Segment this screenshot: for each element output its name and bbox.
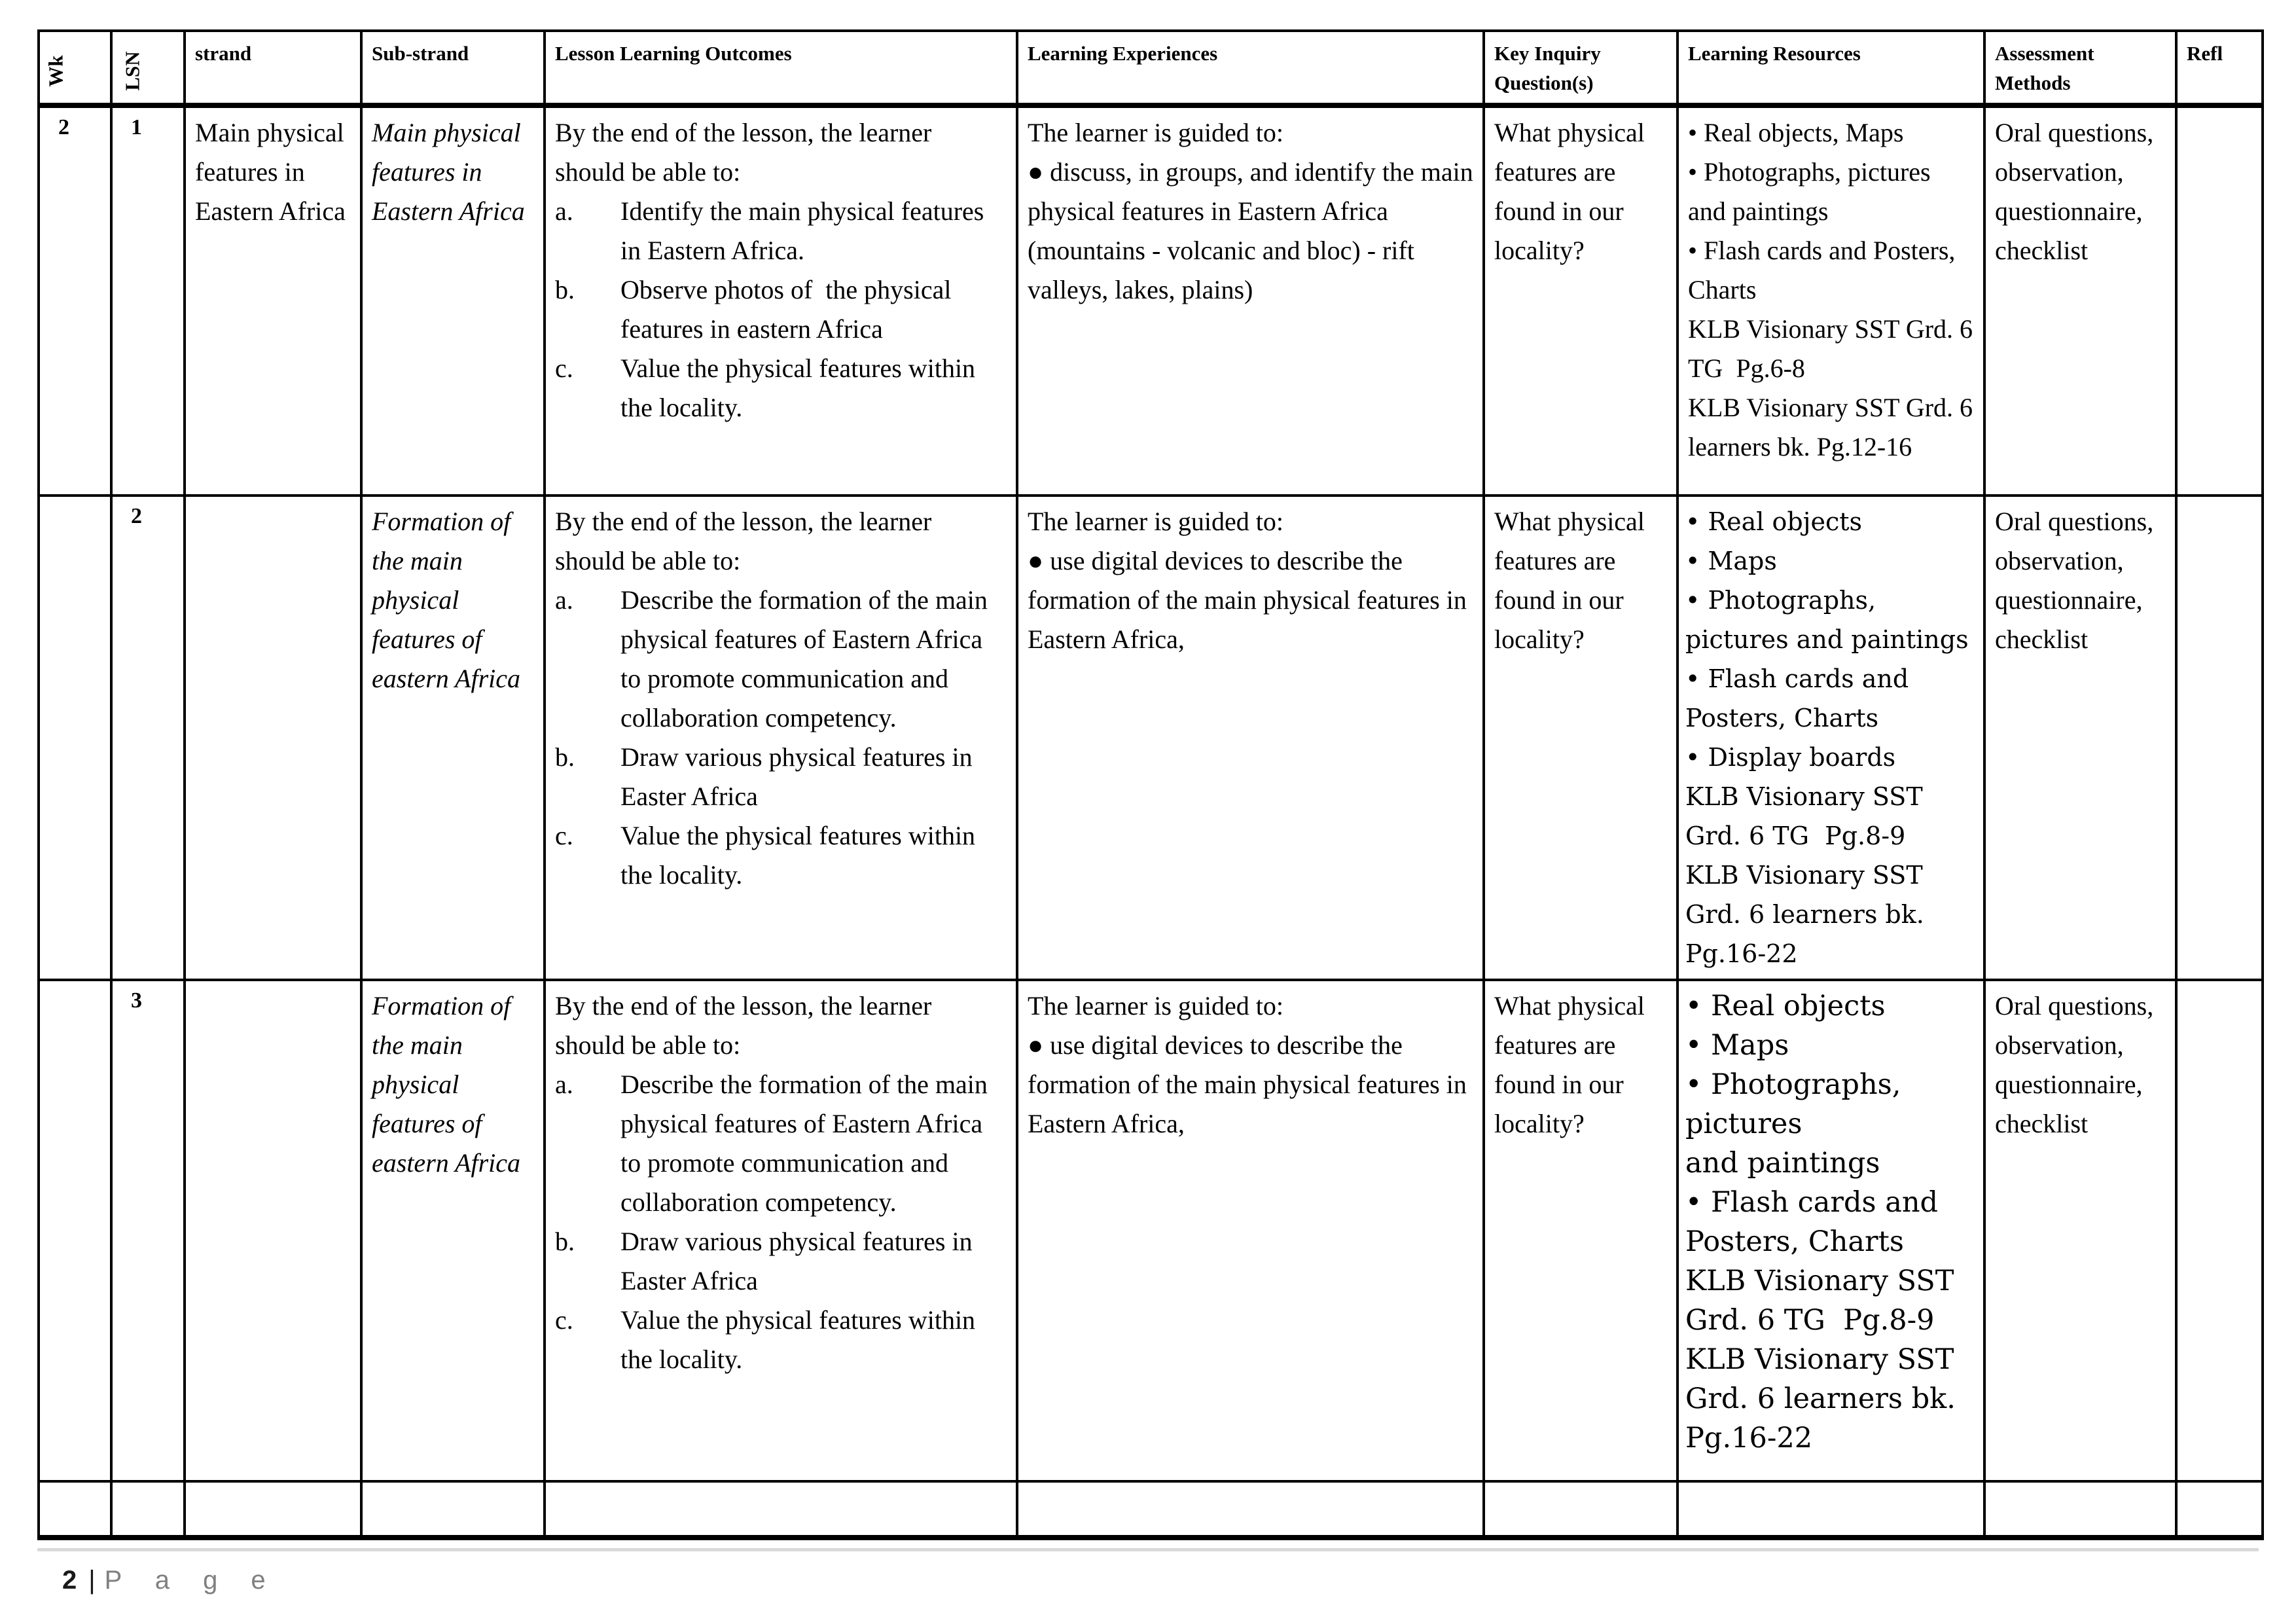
table-row-lesson-3 — [39, 980, 2263, 1481]
cell-empty — [1677, 1481, 1984, 1538]
outcome-text: Draw various physical features in Easter Africa — [620, 1227, 979, 1295]
cell-experiences — [1017, 496, 1484, 980]
page-number: 2 — [62, 1566, 77, 1595]
outcome-item — [555, 349, 1007, 427]
resource-line: • Flash cards and Posters, Charts — [1685, 664, 1917, 732]
cell-refl — [2176, 105, 2263, 496]
header-wk — [39, 31, 111, 105]
outcome-marker: b. — [555, 1227, 575, 1256]
outcome-marker: b. — [555, 742, 575, 772]
experiences-intro: The learner is guided to: — [1028, 507, 1283, 536]
outcome-marker: a. — [555, 1070, 573, 1099]
cell-outcomes — [545, 980, 1017, 1481]
cell-sub-strand — [361, 980, 545, 1481]
cell-empty — [1017, 1481, 1484, 1538]
outcome-item — [555, 1301, 1007, 1379]
cell-empty — [361, 1481, 545, 1538]
outcome-text: Describe the formation of the main physical features of Eastern Africa to promote communication and collaboration competency. — [620, 1070, 994, 1217]
cell-empty — [1484, 1481, 1677, 1538]
resource-line: • Photographs, pictures — [1685, 1068, 1910, 1140]
cell-resources — [1677, 496, 1984, 980]
lesson-number: 3 — [131, 988, 142, 1013]
outcome-marker: c. — [555, 821, 573, 850]
resource-line: • Maps — [1685, 547, 1777, 575]
outcome-text: Observe photos of the physical features in eastern Africa — [620, 275, 958, 344]
footer-page-label: P a g e — [104, 1566, 279, 1595]
resource-line: • Flash cards and Posters, Charts — [1688, 236, 1962, 304]
resource-line: KLB Visionary SST Grd. 6 TG Pg.6-8 — [1688, 314, 1979, 383]
outcomes-intro: By the end of the lesson, the learner should be able to: — [555, 507, 932, 575]
header-experiences: Learning Experiences — [1017, 31, 1484, 105]
outcome-text: Value the physical features within the locality. — [620, 353, 982, 422]
resource-line: • Maps — [1685, 1029, 1789, 1062]
outcome-marker: c. — [555, 1305, 573, 1335]
outcome-text: Identify the main physical features in Eastern Africa. — [620, 196, 991, 265]
cell-empty — [1984, 1481, 2176, 1538]
outcome-text: Describe the formation of the main physical features of Eastern Africa to promote communication and collaboration competency. — [620, 585, 994, 732]
cell-experiences — [1017, 980, 1484, 1481]
experiences-bullet: ● discuss, in groups, and identify the main physical features in Eastern Africa (mountains - volcanic and bloc) - rift valleys, lakes, plains) — [1028, 157, 1473, 304]
header-strand: strand — [185, 31, 361, 105]
key-inquiry-text: What physical features are found in our locality? — [1494, 118, 1645, 265]
resource-line: • Real objects — [1685, 507, 1863, 536]
header-lsn-label: LSN — [120, 50, 144, 91]
experiences-intro: The learner is guided to: — [1028, 991, 1283, 1020]
header-assessment: Assessment Methods — [1984, 31, 2176, 105]
assessment-text: Oral questions, observation, questionnaire, checklist — [1995, 991, 2154, 1138]
key-inquiry-text: What physical features are found in our locality? — [1494, 991, 1645, 1138]
cell-strand — [185, 105, 361, 496]
cell-lsn — [111, 105, 185, 496]
resource-line: KLB Visionary SST Grd. 6 learners bk. Pg.12-16 — [1688, 393, 1980, 461]
assessment-text: Oral questions, observation, questionnaire, checklist — [1995, 118, 2154, 265]
cell-assessment — [1984, 980, 2176, 1481]
footer-separator: | — [88, 1566, 96, 1595]
scheme-of-work-table — [37, 29, 2264, 1540]
header-row — [39, 31, 2263, 105]
lesson-number: 2 — [131, 504, 142, 528]
outcome-item — [555, 192, 1007, 270]
outcome-text: Value the physical features within the locality. — [620, 1305, 982, 1374]
footer-divider — [37, 1548, 2259, 1551]
outcomes-intro: By the end of the lesson, the learner should be able to: — [555, 991, 932, 1060]
cell-key-inquiry — [1484, 496, 1677, 980]
week-number: 2 — [58, 115, 69, 139]
outcome-marker: a. — [555, 585, 573, 615]
cell-strand — [185, 496, 361, 980]
outcome-marker: b. — [555, 275, 575, 304]
cell-strand — [185, 980, 361, 1481]
key-inquiry-text: What physical features are found in our locality? — [1494, 507, 1645, 654]
page-footer — [62, 1566, 279, 1595]
sub-strand-text: Formation of the main physical features of eastern Africa — [372, 507, 521, 693]
outcome-item — [555, 816, 1007, 895]
cell-resources — [1677, 980, 1984, 1481]
resource-line: • Photographs, pictures and paintings — [1685, 586, 1969, 654]
resource-line: • Display boards — [1685, 743, 1896, 772]
sub-strand-text: Main physical features in Eastern Africa — [372, 118, 525, 226]
outcome-item — [555, 581, 1007, 738]
outcome-marker: c. — [555, 353, 573, 383]
resource-line: and paintings — [1685, 1147, 1880, 1180]
header-outcomes: Lesson Learning Outcomes — [545, 31, 1017, 105]
assessment-text: Oral questions, observation, questionnaire, checklist — [1995, 507, 2154, 654]
header-resources: Learning Resources — [1677, 31, 1984, 105]
header-refl: Refl — [2176, 31, 2263, 105]
cell-assessment — [1984, 105, 2176, 496]
cell-key-inquiry — [1484, 105, 1677, 496]
header-lsn — [111, 31, 185, 105]
resource-line: • Real objects — [1685, 990, 1886, 1022]
outcome-marker: a. — [555, 196, 573, 226]
cell-empty — [2176, 1481, 2263, 1538]
outcome-text: Value the physical features within the locality. — [620, 821, 982, 890]
cell-resources — [1677, 105, 1984, 496]
cell-refl — [2176, 496, 2263, 980]
cell-wk — [39, 496, 111, 980]
resource-line: • Photographs, pictures and paintings — [1688, 157, 1937, 226]
table-row-lesson-1 — [39, 105, 2263, 496]
resource-line: • Flash cards and Posters, Charts — [1685, 1186, 1947, 1258]
resource-line: KLB Visionary SST Grd. 6 TG Pg.8-9 — [1685, 782, 1931, 850]
outcome-item — [555, 1065, 1007, 1222]
strand-text: Main physical features in Eastern Africa — [195, 118, 346, 226]
table-row-empty — [39, 1481, 2263, 1538]
header-key-inquiry: Key Inquiry Question(s) — [1484, 31, 1677, 105]
cell-experiences — [1017, 105, 1484, 496]
header-wk-label: Wk — [44, 54, 67, 87]
cell-sub-strand — [361, 496, 545, 980]
cell-wk — [39, 105, 111, 496]
cell-assessment — [1984, 496, 2176, 980]
cell-key-inquiry — [1484, 980, 1677, 1481]
resource-line: KLB Visionary SST Grd. 6 learners bk. Pg.16-22 — [1685, 1343, 1965, 1454]
experiences-bullet: ● use digital devices to describe the formation of the main physical features in Eastern Africa, — [1028, 1030, 1467, 1138]
cell-outcomes — [545, 496, 1017, 980]
cell-refl — [2176, 980, 2263, 1481]
table-row-lesson-2 — [39, 496, 2263, 980]
experiences-bullet: ● use digital devices to describe the formation of the main physical features in Eastern Africa, — [1028, 546, 1467, 654]
lesson-number: 1 — [131, 115, 142, 139]
outcome-text: Draw various physical features in Easter Africa — [620, 742, 979, 811]
outcomes-intro: By the end of the lesson, the learner should be able to: — [555, 118, 932, 187]
sub-strand-text: Formation of the main physical features of eastern Africa — [372, 991, 521, 1178]
resource-line: KLB Visionary SST Grd. 6 TG Pg.8-9 — [1685, 1265, 1964, 1337]
cell-wk — [39, 980, 111, 1481]
outcome-item — [555, 1222, 1007, 1301]
resource-line: KLB Visionary SST Grd. 6 learners bk. Pg.16-22 — [1685, 861, 1932, 968]
cell-lsn — [111, 980, 185, 1481]
outcome-item — [555, 738, 1007, 816]
cell-empty — [185, 1481, 361, 1538]
cell-outcomes — [545, 105, 1017, 496]
cell-empty — [545, 1481, 1017, 1538]
cell-lsn — [111, 496, 185, 980]
resource-line: • Real objects, Maps — [1688, 118, 1904, 147]
outcome-item — [555, 270, 1007, 349]
cell-sub-strand — [361, 105, 545, 496]
cell-empty — [111, 1481, 185, 1538]
experiences-intro: The learner is guided to: — [1028, 118, 1283, 147]
header-sub-strand: Sub-strand — [361, 31, 545, 105]
cell-empty — [39, 1481, 111, 1538]
